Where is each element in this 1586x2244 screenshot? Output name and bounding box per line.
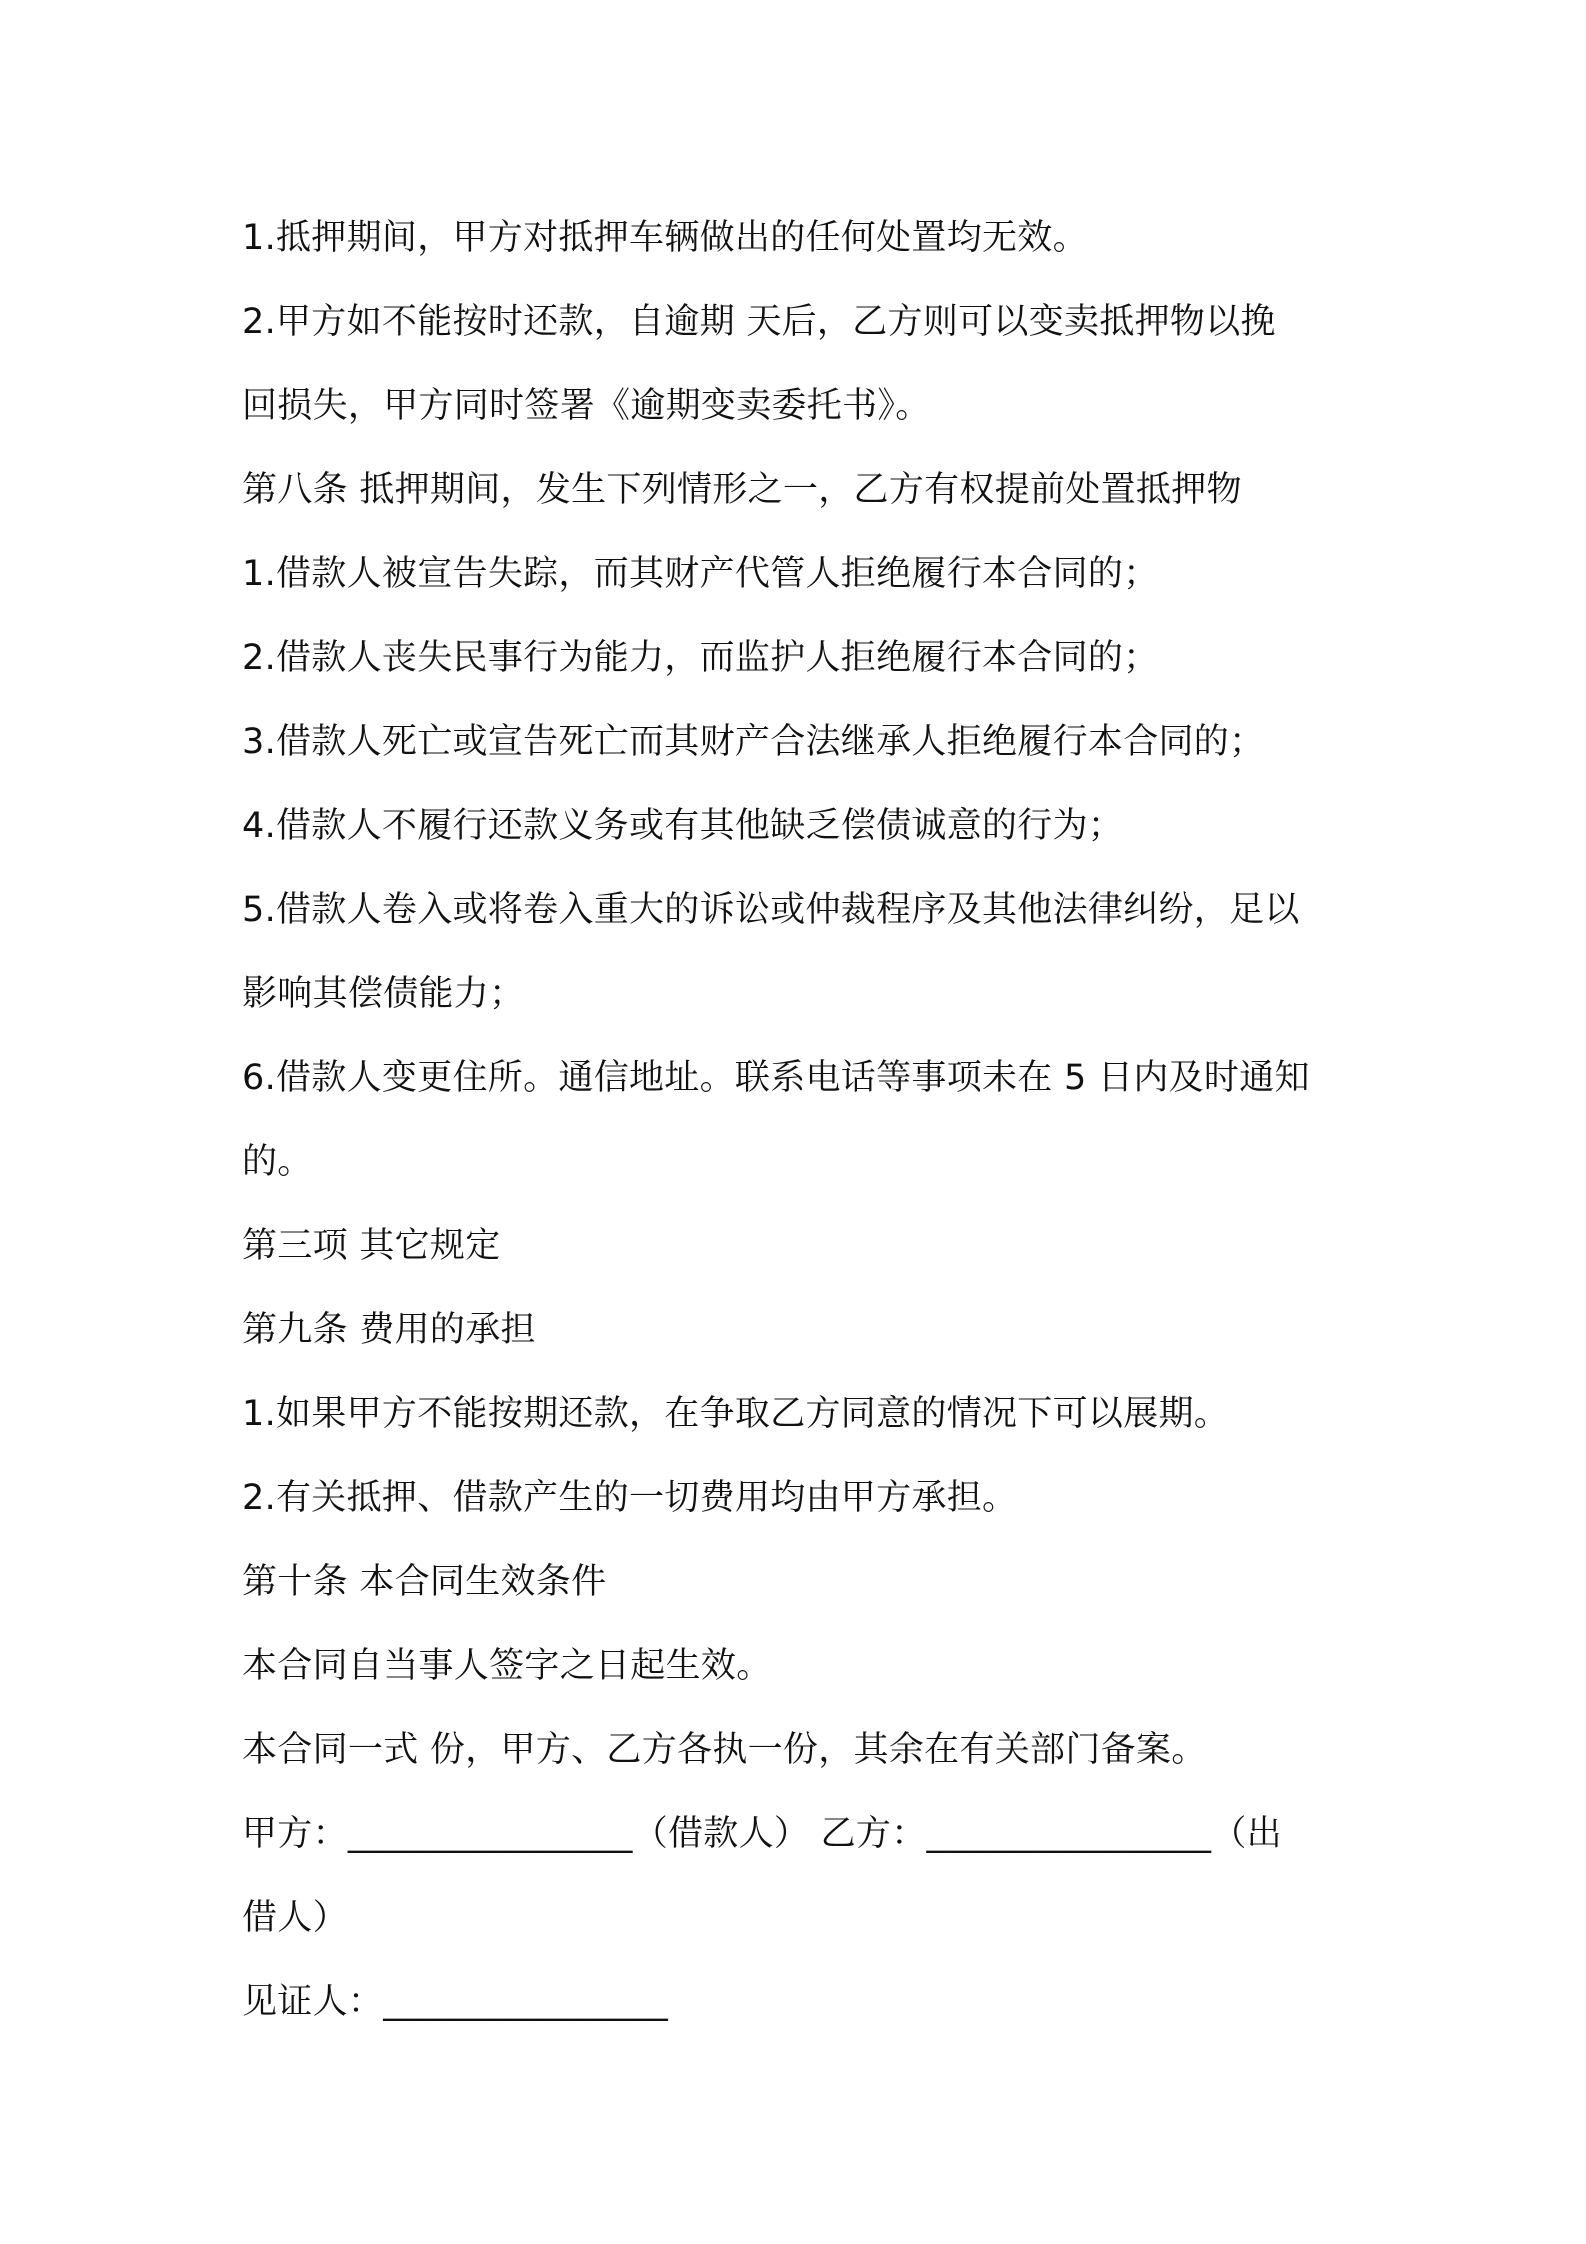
clause-line: 2.甲方如不能按时还款，自逾期 天后，乙方则可以变卖抵押物以挽 [242,302,1276,342]
clause-line: 6.借款人变更住所。通信地址。联系电话等事项未在 5 日内及时通知 [242,1058,1310,1098]
clause-line: 5.借款人卷入或将卷入重大的诉讼或仲裁程序及其他法律纠纷，足以 [242,890,1300,930]
document-body [242,196,1362,2044]
article-heading: 第九条 费用的承担 [242,1310,536,1350]
clause-line: 2.有关抵押、借款产生的一切费用均由甲方承担。 [242,1478,1018,1518]
article-heading: 第八条 抵押期间，发生下列情形之一，乙方有权提前处置抵押物 [242,470,1242,510]
witness-line: 见证人：________________ [242,1982,669,2022]
clause-line: 4.借款人不履行还款义务或有其他缺乏偿债诚意的行为； [242,806,1124,846]
signature-line: 甲方：________________（借款人） 乙方：________________（出 [242,1814,1282,1854]
clause-line: 3.借款人死亡或宣告死亡而其财产合法继承人拒绝履行本合同的； [242,722,1265,762]
clause-line: 回损失，甲方同时签署《逾期变卖委托书》。 [242,386,931,426]
clause-line: 的。 [242,1142,313,1182]
clause-line: 本合同一式 份，甲方、乙方各执一份，其余在有关部门备案。 [242,1730,1207,1770]
clause-line: 1.抵押期间，甲方对抵押车辆做出的任何处置均无效。 [242,218,1088,258]
signature-line: 借人） [242,1898,348,1938]
article-heading: 第十条 本合同生效条件 [242,1562,607,1602]
clause-line: 1.如果甲方不能按期还款，在争取乙方同意的情况下可以展期。 [242,1394,1230,1434]
clause-line: 本合同自当事人签字之日起生效。 [242,1646,772,1686]
clause-line: 2.借款人丧失民事行为能力，而监护人拒绝履行本合同的； [242,638,1159,678]
clause-line: 影响其偿债能力； [242,974,525,1014]
clause-line: 1.借款人被宣告失踪，而其财产代管人拒绝履行本合同的； [242,554,1159,594]
section-heading: 第三项 其它规定 [242,1226,501,1266]
